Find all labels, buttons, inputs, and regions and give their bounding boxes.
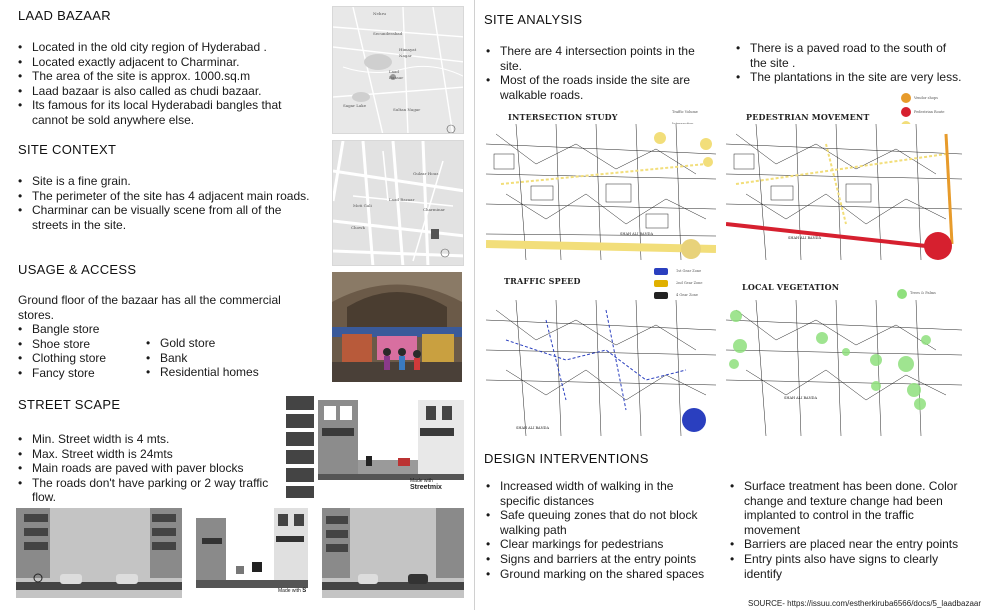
section-tag xyxy=(286,432,314,446)
usage-list-1 xyxy=(16,322,146,380)
street-section-main xyxy=(286,394,464,504)
local-vegetation-map xyxy=(726,266,962,436)
road-label: SHAH ALI BANDA xyxy=(788,236,821,240)
legend-item: Trees & Palms xyxy=(910,291,936,295)
map-label: Nagar xyxy=(399,53,412,58)
usage-intro: Ground floor of the bazaar has all the commercial stores. xyxy=(18,293,281,322)
list-item: • Residential homes xyxy=(144,365,284,380)
list-item: • Signs and barriers at the entry points xyxy=(484,552,706,567)
list-item: • The roads don't have parking or 2 way traffic flow. xyxy=(16,476,284,505)
source-credit xyxy=(748,599,981,608)
map-label: Moti Gali xyxy=(353,203,372,208)
legend-item: 4 Gear Zone xyxy=(676,293,698,297)
bazaar-photo xyxy=(332,272,462,382)
list-item: • Clothing store xyxy=(16,351,146,366)
street-section-3-drawing xyxy=(322,508,464,598)
streetmix-made-with: Made with xyxy=(278,588,301,594)
streetmix-brand: Streetmix xyxy=(410,484,442,491)
site-analysis-right-list xyxy=(734,41,964,85)
list-item: • Entry pints also have signs to clearly identify xyxy=(728,552,964,581)
section-tag xyxy=(286,450,314,464)
street-section-1 xyxy=(16,508,182,598)
list-item: • There is a paved road to the south of the site . xyxy=(734,41,964,70)
map-label: Charminar xyxy=(423,207,445,212)
map-title: LOCAL VEGETATION xyxy=(742,282,840,292)
pedestrian-map-drawing xyxy=(726,124,962,260)
street-section-3 xyxy=(322,508,464,598)
street-section-drawing xyxy=(318,394,464,490)
section-labels xyxy=(286,396,314,500)
legend-item: 1st Gear Zone xyxy=(676,269,702,273)
street-section-1-drawing xyxy=(16,508,182,598)
map-title: PEDESTRIAN MOVEMENT xyxy=(746,112,870,122)
section-tag xyxy=(286,486,314,498)
map-label: Sagar Lake xyxy=(343,103,367,108)
list-item: • Increased width of walking in the specific distances xyxy=(484,479,706,508)
map-label: Himayat xyxy=(399,47,417,52)
list-item: • Most of the roads inside the site are walkable roads. xyxy=(484,73,706,102)
legend-item: Vendor shops xyxy=(914,96,938,100)
street-section-2-drawing xyxy=(196,508,308,598)
usage-list-2 xyxy=(144,336,284,380)
list-item: • Surface treatment has been done. Color change and texture change had been implanted to control in the traffic movement xyxy=(728,479,964,537)
list-item: • Bangle store xyxy=(16,322,146,337)
list-item: • The plantations in the site are very less. xyxy=(734,70,964,85)
vegetation-map-drawing xyxy=(726,300,962,436)
list-item: • Laad bazaar is also called as chudi bazaar. xyxy=(16,84,316,99)
section-tag xyxy=(286,396,314,410)
list-item: • Barriers are placed near the entry points xyxy=(728,537,964,552)
list-item: • Main roads are paved with paver blocks xyxy=(16,461,284,476)
list-item: • The area of the site is approx. 1000.sq.m xyxy=(16,69,316,84)
road-label: SHAH ALI BANDA xyxy=(516,426,549,430)
list-item: • Ground marking on the shared spaces xyxy=(484,567,706,582)
map-label: Gulzar Houz xyxy=(413,171,439,176)
list-item: • There are 4 intersection points in the site. xyxy=(484,44,706,73)
list-item: • Charminar can be visually scene from all of the streets in the site. xyxy=(16,203,318,232)
legend-item: 2nd Gear Zone xyxy=(676,281,703,285)
map-label: Sultan Nagar xyxy=(393,107,421,112)
street-scape-list xyxy=(16,432,284,505)
laad-bazaar-list xyxy=(16,40,316,128)
laad-bazaar-title: LAAD BAZAAR xyxy=(18,8,111,23)
streetmix-made-with: Made with xyxy=(410,478,433,484)
design-interventions-title: DESIGN INTERVENTIONS xyxy=(484,451,649,466)
list-item: • Shoe store xyxy=(16,337,146,352)
usage-access-title: USAGE & ACCESS xyxy=(18,262,137,277)
street-scape-title: STREET SCAPE xyxy=(18,397,121,412)
list-item: • Clear markings for pedestrians xyxy=(484,537,706,552)
road-label: SHAH ALI BANDA xyxy=(620,232,653,236)
pedestrian-movement-map xyxy=(726,96,962,260)
location-map xyxy=(332,6,464,134)
site-context-list xyxy=(16,174,318,232)
list-item: • Bank xyxy=(144,351,284,366)
map-label: Secunderabad xyxy=(373,31,403,36)
list-item: • Located exactly adjacent to Charminar. xyxy=(16,55,316,70)
intersection-study-map xyxy=(486,104,716,260)
site-analysis-title: SITE ANALYSIS xyxy=(484,12,583,27)
road-label: SHAH ALI BANDA xyxy=(784,396,817,400)
map-label: Nehru xyxy=(373,11,386,16)
intersection-map-drawing xyxy=(486,124,716,260)
map-title: INTERSECTION STUDY xyxy=(508,112,618,122)
traffic-legend xyxy=(652,266,674,302)
site-analysis-left-list xyxy=(484,44,706,102)
list-item: • Site is a fine grain. xyxy=(16,174,318,189)
streetmix-credit xyxy=(410,478,464,491)
list-item: • Gold store xyxy=(144,336,284,351)
bazaar-photo-illustration xyxy=(332,272,462,382)
legend-item: Pedestrian Route xyxy=(914,110,945,114)
legend-item: Traffic Volume xyxy=(672,110,698,114)
design-left-list xyxy=(484,479,706,581)
list-item: • Its famous for its local Hyderabadi bangles that cannot be sold anywhere else. xyxy=(16,98,316,127)
map-label: Chowk xyxy=(351,225,365,230)
list-item: • Min. Street width is 4 mts. xyxy=(16,432,284,447)
source-url[interactable]: https://issuu.com/estherkiruba6566/docs/5_laadbazaar xyxy=(787,599,982,608)
source-label: SOURCE- xyxy=(748,599,785,608)
list-item: • Safe queuing zones that do not block walking path xyxy=(484,508,706,537)
map-label: Bazaar xyxy=(389,75,404,80)
section-tag xyxy=(286,468,314,482)
streetmix-brand: S xyxy=(302,588,307,594)
context-map xyxy=(332,140,464,266)
streetmix-credit-2 xyxy=(278,588,306,594)
column-divider xyxy=(474,0,475,610)
list-item: • Max. Street width is 24mts xyxy=(16,447,284,462)
section-tag xyxy=(286,414,314,428)
list-item: • Fancy store xyxy=(16,366,146,381)
map-title: TRAFFIC SPEED xyxy=(504,276,581,286)
map-label: Laad Bazaar xyxy=(389,197,415,202)
list-item: • Located in the old city region of Hyderabad . xyxy=(16,40,316,55)
street-section-2 xyxy=(196,508,308,598)
design-right-list xyxy=(728,479,964,581)
list-item: • The perimeter of the site has 4 adjacent main roads. xyxy=(16,189,318,204)
vegetation-legend xyxy=(896,288,908,300)
traffic-map-drawing xyxy=(486,300,716,436)
traffic-speed-map xyxy=(486,266,716,436)
map-label: Laad xyxy=(389,69,399,74)
site-context-title: SITE CONTEXT xyxy=(18,142,117,157)
